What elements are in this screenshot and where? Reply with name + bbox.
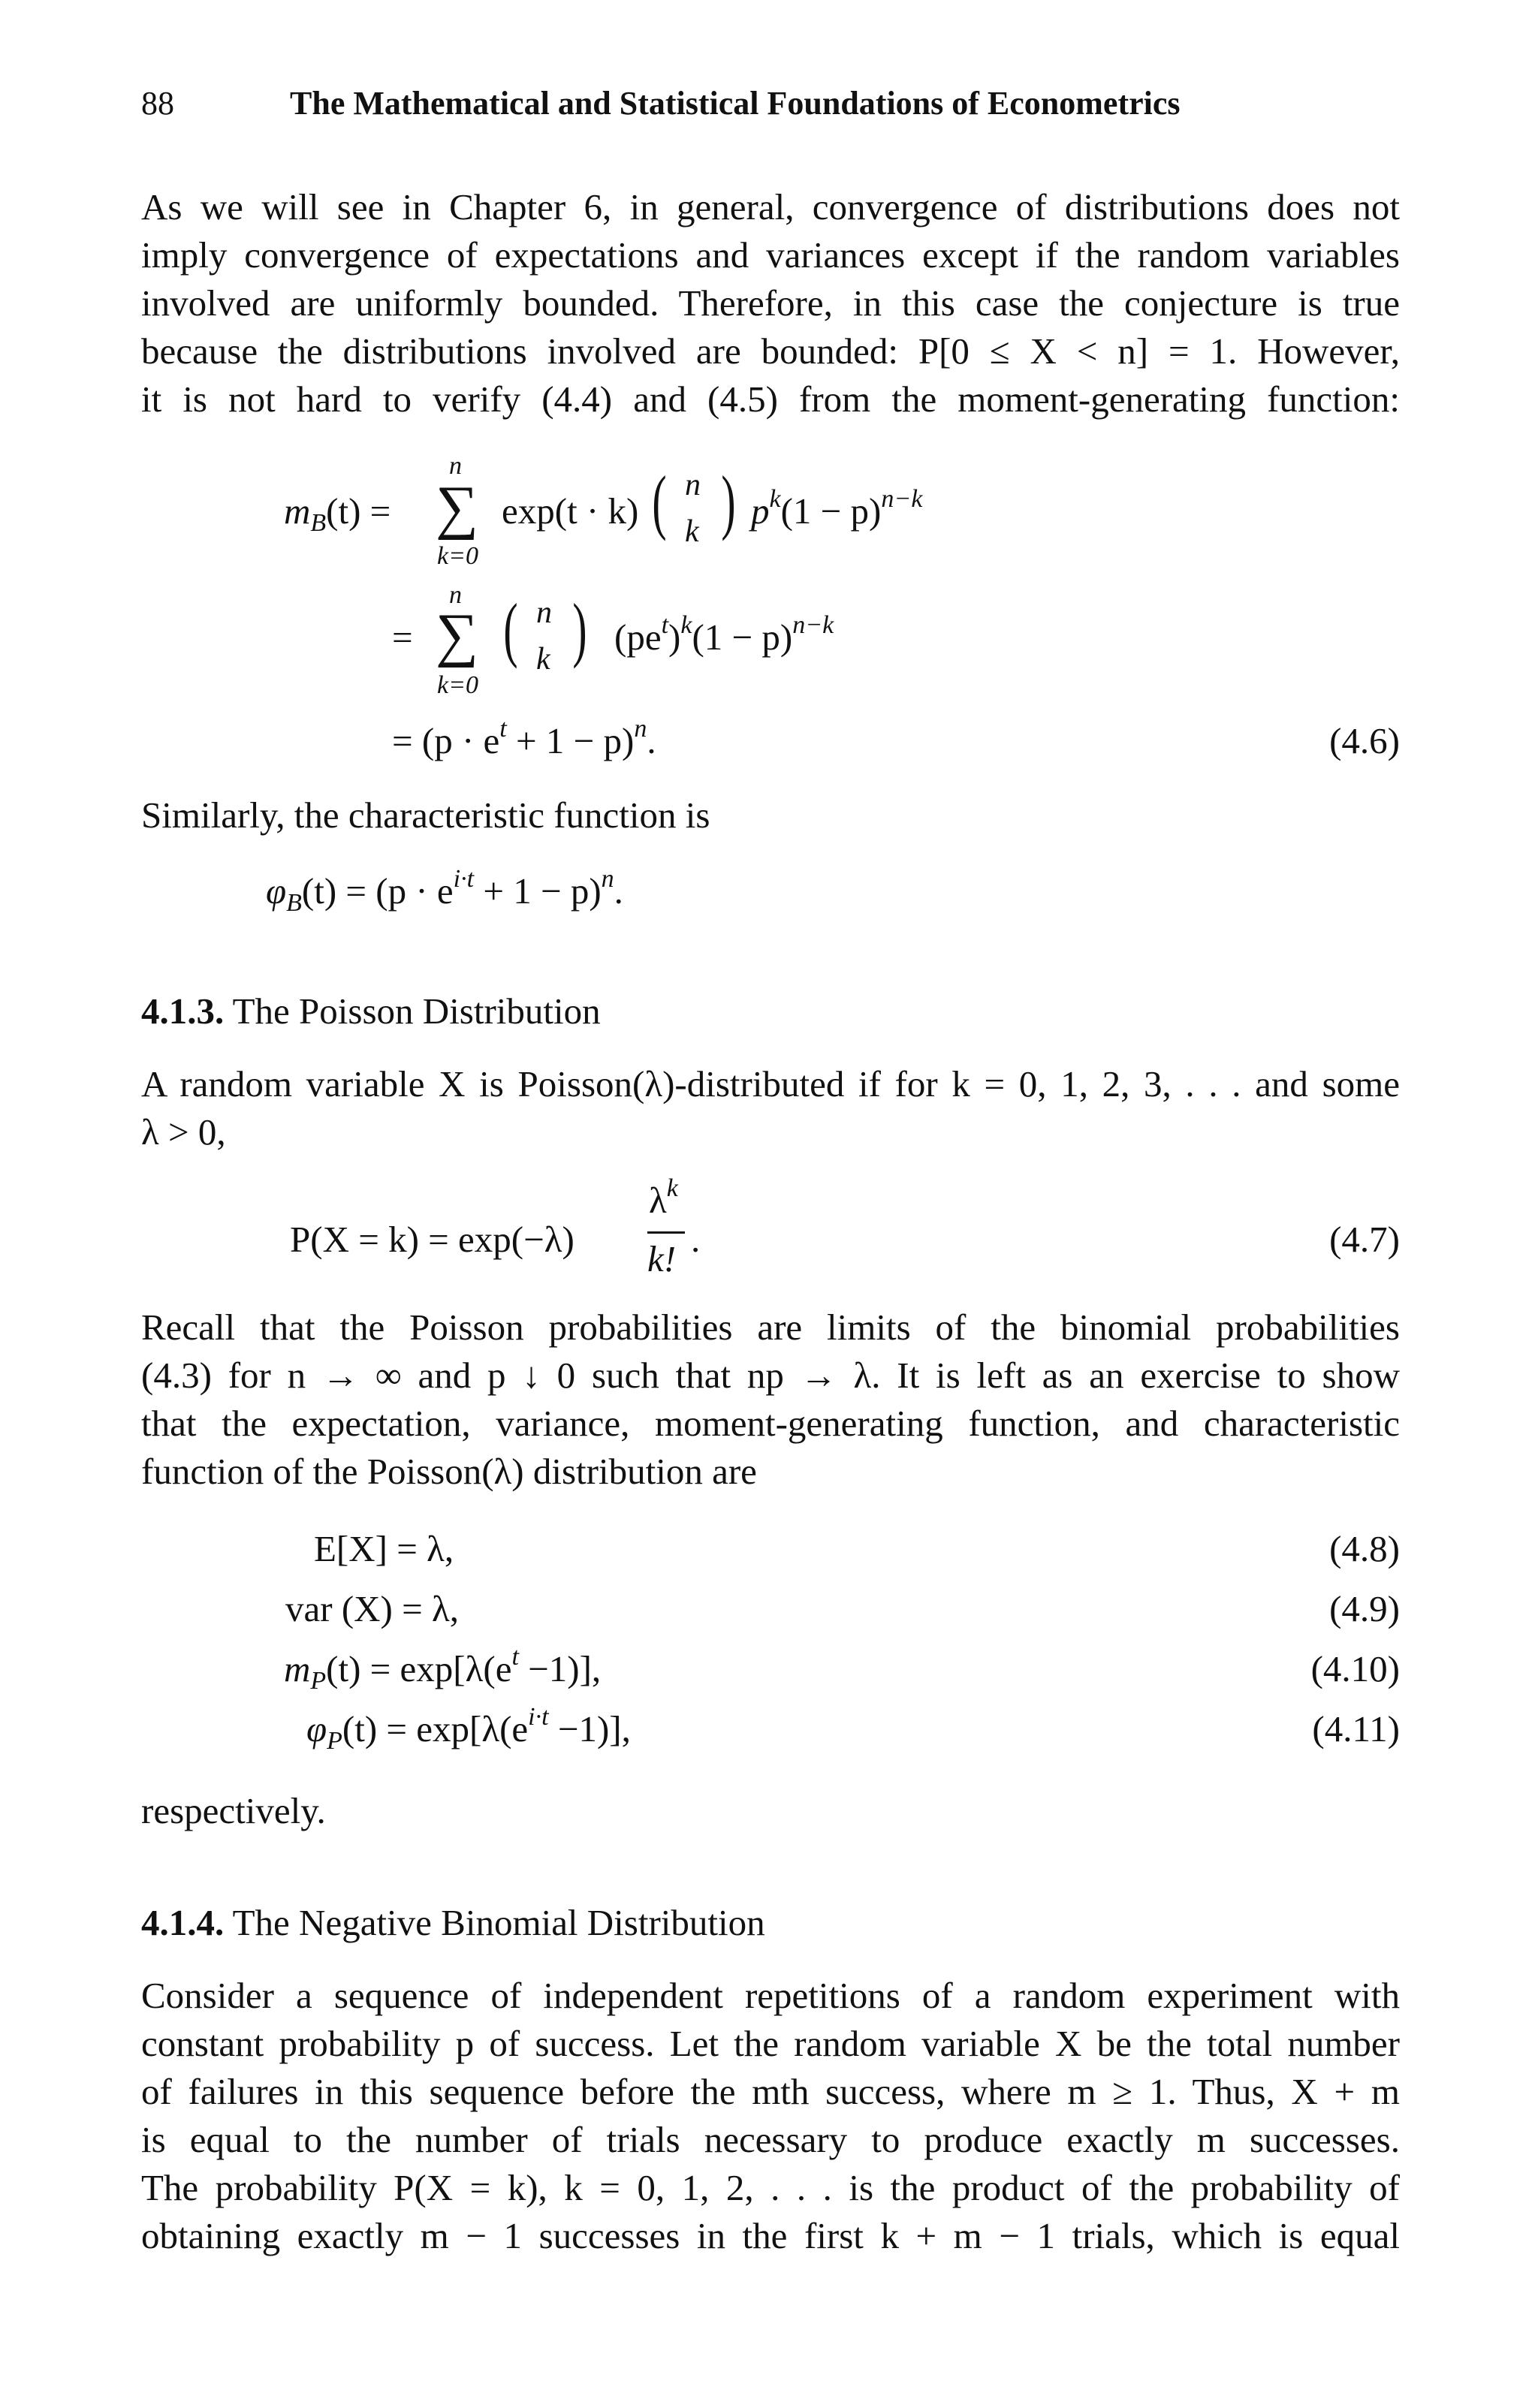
book-title: The Mathematical and Statistical Foundations of Econometrics: [290, 85, 1181, 122]
eq-expectation: E[X] = λ,: [314, 1528, 454, 1569]
text-line: is equal to the number of trials necessary to produce exactly m successes.: [141, 2119, 1400, 2160]
binom-bottom: k: [536, 642, 550, 677]
text-line: constant probability p of success. Let the random variable X be the total number: [141, 2023, 1400, 2064]
paragraph-convergence: [141, 183, 1400, 423]
text-line: A random variable X is Poisson(λ)-distributed if for k = 0, 1, 2, 3, . . . and some: [141, 1063, 1400, 1105]
binom-top: n: [536, 595, 552, 630]
text-line: obtaining exactly m − 1 successes in the first k + m − 1 trials, which is equal: [141, 2215, 1400, 2256]
eq-result: = $(p \cdot e^t + 1 - p)^n$.: [392, 715, 656, 761]
binom-right-paren: ): [572, 589, 587, 669]
sum-upper: n: [449, 452, 462, 480]
text-line: it is not hard to verify (4.4) and (4.5) from the moment-generating function:: [141, 378, 1400, 420]
paragraph-poisson-limits: [141, 1303, 1400, 1496]
section-title: The Poisson Distribution: [232, 990, 601, 1032]
section-number: 4.1.3.: [141, 990, 225, 1032]
paragraph-negative-binomial: [141, 1972, 1400, 2260]
exp-term: exp(t · k): [502, 490, 639, 532]
fraction-bar: [647, 1231, 685, 1234]
equation-number: (4.8): [1329, 1528, 1400, 1569]
fraction-denominator: k!: [647, 1238, 677, 1279]
equation-number: (4.6): [1329, 720, 1400, 761]
text-line: because the distributions involved are bounded: P[0 ≤ X < n] = 1. However,: [141, 330, 1400, 372]
paragraph-respectively: [141, 1787, 1400, 1835]
equation-characteristic: $\varphi_B(t) = (p \cdot e^{i\cdot t} + 1 - p)^n$.: [266, 865, 623, 917]
eq-variance: var (X) = λ,: [285, 1588, 459, 1629]
summation-sign: ∑: [436, 602, 479, 668]
text-line: imply convergence of expectations and variances except if the random variables: [141, 234, 1400, 276]
eq-mgf: $m_P(t) = \exp[\lambda(e^t -1)]$,: [284, 1643, 602, 1695]
eq-equals: =: [392, 616, 413, 658]
sum-upper: n: [449, 581, 462, 609]
text-line: Similarly, the characteristic function is: [141, 794, 710, 836]
summation-sign: ∑: [436, 475, 479, 541]
eq-tail: $p^k(1 - p)^{n-k}$: [751, 485, 923, 532]
section-number: 4.1.4.: [141, 1902, 225, 1943]
equation-number: (4.11): [1312, 1708, 1400, 1749]
text-line: (4.3) for n → ∞ and p ↓ 0 such that np → λ. It is left as an exercise to show: [141, 1355, 1400, 1396]
section-title: The Negative Binomial Distribution: [232, 1902, 765, 1943]
text-line: involved are uniformly bounded. Therefore, in this case the conjecture is true: [141, 282, 1400, 324]
fraction-numerator: $\lambda^k$: [649, 1174, 678, 1221]
eq-characteristic: $\varphi_P(t) = \exp[\lambda(e^{i\cdot t} -1)]$,: [306, 1703, 631, 1755]
text-line: The probability P(X = k), k = 0, 1, 2, . . . is the product of the probability of: [141, 2167, 1400, 2208]
binom-left-paren: (: [652, 461, 667, 541]
text-line: As we will see in Chapter 6, in general, convergence of distributions does not: [141, 186, 1400, 228]
paragraph-characteristic: [141, 791, 1400, 839]
page-number: 88: [141, 85, 174, 122]
text-line: Consider a sequence of independent repetitions of a random experiment with: [141, 1975, 1400, 2016]
eq-term: $(pe^t)^k(1 - p)^{n-k}$: [614, 611, 834, 658]
text-line: λ > 0,: [141, 1111, 226, 1153]
section-heading-4-1-4: [141, 1901, 765, 1944]
equation-number: (4.9): [1329, 1588, 1400, 1629]
text-line: respectively.: [141, 1790, 326, 1831]
sum-lower: k=0: [437, 671, 479, 699]
paragraph-poisson-def: [141, 1060, 1400, 1156]
eq-lhs: $m_B(t)$ =: [284, 490, 391, 537]
equation-number: (4.10): [1310, 1648, 1400, 1689]
binom-left-paren: (: [503, 589, 518, 669]
text-line: Recall that the Poisson probabilities are limits of the binomial probabilities: [141, 1306, 1400, 1348]
text-line: function of the Poisson(λ) distribution are: [141, 1451, 757, 1492]
equation-number: (4.7): [1329, 1219, 1400, 1260]
section-heading-4-1-3: [141, 990, 601, 1032]
sum-lower: k=0: [437, 542, 479, 570]
text-line: that the expectation, variance, moment-generating function, and characteristic: [141, 1403, 1400, 1444]
binom-right-paren: ): [721, 461, 736, 541]
eq-end: .: [691, 1219, 701, 1260]
eq-lhs: P(X = k) = exp(−λ): [290, 1219, 574, 1260]
binom-bottom: k: [685, 514, 699, 549]
binom-top: n: [685, 468, 701, 502]
text-line: of failures in this sequence before the mth success, where m ≥ 1. Thus, X + m: [141, 2071, 1400, 2112]
